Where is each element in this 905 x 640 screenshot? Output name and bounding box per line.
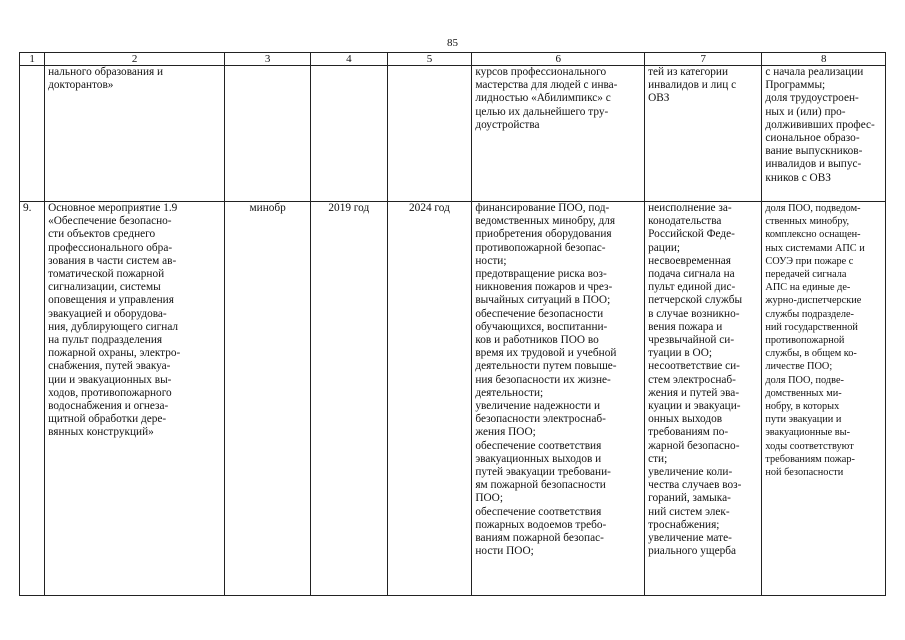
text-line: несвоевременная: [648, 254, 731, 267]
column-number: 8: [762, 53, 886, 66]
text-line: вычайных ситуаций в ПОО;: [475, 294, 611, 307]
text-line: конодательства: [648, 215, 722, 228]
text-line: обеспечение соответствия: [475, 505, 602, 518]
expected-result-cell: [472, 66, 645, 202]
text-line: жения и путей эва-: [648, 386, 740, 399]
text-line: домственных ми-: [765, 387, 842, 399]
text-line: никновения пожаров и чрез-: [475, 281, 613, 294]
row-number-cell: [20, 66, 45, 202]
text-line: ных системами АПС и: [765, 242, 865, 254]
text-line: сиональное образо-: [765, 132, 860, 145]
text-line: в случае возникно-: [648, 307, 740, 320]
text-line: снабжения, путей эвакуа-: [48, 360, 171, 373]
text-line: Российской Феде-: [648, 228, 735, 241]
text-line: СОУЭ при пожаре с: [765, 255, 854, 267]
text-line: увеличение надежности и: [475, 400, 601, 413]
text-line: «Обеспечение безопасно-: [48, 215, 172, 228]
text-line: обеспечение безопасности: [475, 307, 604, 320]
text-line: лидностью «Абилимпикс» с: [475, 92, 611, 105]
text-line: пожарной охраны, электро-: [48, 347, 181, 360]
text-line: водоснабжения и огнеза-: [48, 400, 169, 413]
text-line: передачей сигнала: [765, 269, 847, 281]
text-line: обучающихся, воспитанни-: [475, 320, 608, 333]
text-line: подача сигнала на: [648, 268, 735, 281]
indicators-cell: [762, 202, 886, 596]
text-line: ния, дублирующего сигнал: [48, 320, 179, 333]
text-line: ПОО;: [475, 492, 503, 505]
text-line: целью их дальнейшего тру-: [475, 105, 609, 118]
text-line: приобретения оборудования: [475, 228, 612, 241]
text-line: ния безопасности их жизне-: [475, 373, 611, 386]
text-line: щитной обработки дере-: [48, 413, 167, 426]
text-line: кников с ОВЗ: [765, 171, 831, 184]
text-line: доля ПОО, подве-: [765, 374, 844, 386]
column-number: 7: [645, 53, 762, 66]
expected-result-cell: [472, 202, 645, 596]
executor-cell: минобр: [225, 202, 311, 596]
text-line: требованиям пожар-: [765, 453, 855, 465]
activity-name-cell: [45, 66, 225, 202]
text-line: ности;: [475, 254, 507, 267]
text-line: троснабжения;: [648, 518, 720, 531]
text-line: гораний, замыка-: [648, 492, 731, 505]
text-line: службы, в общем ко-: [765, 348, 857, 360]
text-line: увеличение мате-: [648, 532, 732, 545]
column-number: 1: [20, 53, 45, 66]
text-line: ной безопасности: [765, 467, 844, 479]
text-line: несоответствие си-: [648, 360, 740, 373]
text-line: сигнализации, системы: [48, 281, 161, 294]
table-row: [20, 66, 886, 202]
text-line: доустройства: [475, 118, 540, 131]
text-line: Основное мероприятие 1.9: [48, 202, 178, 214]
text-line: ности ПОО;: [475, 545, 534, 558]
column-number: 5: [387, 53, 472, 66]
text-line: ведомственных минобру, для: [475, 215, 616, 228]
text-line: ям пожарной безопасности: [475, 479, 606, 492]
column-number: 4: [311, 53, 387, 66]
program-table: [19, 52, 886, 596]
text-line: нобру, в которых: [765, 401, 840, 413]
table-row: [20, 202, 886, 596]
text-line: комплексно оснащен-: [765, 229, 861, 241]
text-line: с начала реализации: [765, 66, 864, 78]
text-line: чества случаев воз-: [648, 479, 742, 492]
text-line: доля ПОО, подведом-: [765, 203, 861, 214]
text-line: неисполнение за-: [648, 202, 732, 214]
text-line: нального образования и: [48, 66, 164, 78]
text-line: ваниям пожарной безопас-: [475, 532, 604, 545]
start-year-cell: 2019 год: [311, 202, 387, 596]
text-line: вения пожара и: [648, 320, 723, 333]
text-line: ных и (или) про-: [765, 105, 846, 118]
text-line: сти;: [648, 452, 668, 465]
text-line: эвакуацией и оборудова-: [48, 307, 167, 320]
end-year-cell: [387, 66, 472, 202]
text-line: туации в ОО;: [648, 347, 712, 360]
text-line: ходов, противопожарного: [48, 386, 172, 399]
text-line: ков и работников ПОО во: [475, 334, 599, 347]
text-line: ции и эвакуационных вы-: [48, 373, 172, 386]
text-line: докторантов»: [48, 79, 114, 92]
text-line: АПС на единые де-: [765, 282, 851, 294]
text-line: вание выпускников-: [765, 145, 863, 158]
page-number: 85: [447, 37, 458, 49]
end-year-cell: 2024 год: [387, 202, 472, 596]
text-line: профессионального обра-: [48, 241, 173, 254]
consequences-cell: [645, 202, 762, 596]
text-line: оповещения и управления: [48, 294, 174, 307]
row-number-cell: 9.: [20, 202, 45, 596]
text-line: жения ПОО;: [475, 426, 536, 439]
text-line: курсов профессионального: [475, 66, 607, 78]
text-line: ОВЗ: [648, 92, 670, 105]
text-line: зования в части систем ав-: [48, 254, 177, 267]
text-line: инвалидов и выпус-: [765, 158, 862, 171]
text-line: противопожарной: [765, 335, 845, 347]
text-line: предотвращение риска воз-: [475, 268, 607, 281]
text-line: вянных конструкций»: [48, 426, 154, 439]
text-line: увеличение коли-: [648, 466, 733, 479]
column-number: 6: [472, 53, 645, 66]
text-line: ственных минобру,: [765, 216, 850, 228]
text-line: деятельности путем повыше-: [475, 360, 617, 373]
text-line: доля трудоустроен-: [765, 92, 859, 105]
text-line: финансирование ПОО, под-: [475, 202, 610, 214]
text-line: безопасности электроснаб-: [475, 413, 606, 426]
text-line: путей эвакуации требовани-: [475, 466, 611, 479]
text-line: должививших профес-: [765, 118, 875, 131]
text-line: пожарных водоемов требо-: [475, 518, 607, 531]
text-line: чрезвычайной си-: [648, 334, 735, 347]
text-line: личестве ПОО;: [765, 361, 833, 373]
text-line: службы подразделе-: [765, 308, 854, 320]
text-line: куации и эвакуаци-: [648, 400, 741, 413]
text-line: сти объектов среднего: [48, 228, 156, 241]
column-number-row: [20, 53, 886, 66]
text-line: Программы;: [765, 79, 826, 92]
column-number: 3: [225, 53, 311, 66]
text-line: риального ущерба: [648, 545, 736, 558]
text-line: время их трудовой и учебной: [475, 347, 617, 360]
text-line: эвакуационных выходов и: [475, 452, 602, 465]
text-line: противопожарной безопас-: [475, 241, 606, 254]
text-line: пульт единой дис-: [648, 281, 736, 294]
text-line: пути эвакуации и: [765, 414, 842, 426]
text-line: эвакуационные вы-: [765, 427, 851, 439]
text-line: ний систем элек-: [648, 505, 730, 518]
text-line: рации;: [648, 241, 681, 254]
text-line: петчерской службы: [648, 294, 743, 307]
text-line: томатической пожарной: [48, 268, 165, 281]
consequences-cell: [645, 66, 762, 202]
text-line: журно-диспетчерские: [765, 295, 862, 307]
text-line: инвалидов и лиц с: [648, 79, 737, 92]
text-line: онных выходов: [648, 413, 723, 426]
column-number: 2: [45, 53, 225, 66]
text-line: мастерства для людей с инва-: [475, 79, 618, 92]
text-line: ний государственной: [765, 321, 858, 333]
indicators-cell: [762, 66, 886, 202]
text-line: на пульт подразделения: [48, 334, 163, 347]
text-line: требованиям по-: [648, 426, 729, 439]
executor-cell: [225, 66, 311, 202]
start-year-cell: [311, 66, 387, 202]
text-line: стем электроснаб-: [648, 373, 736, 386]
text-line: жарной безопасно-: [648, 439, 740, 452]
text-line: ходы соответствуют: [765, 440, 854, 452]
activity-name-cell: [45, 202, 225, 596]
text-line: деятельности;: [475, 386, 544, 399]
text-line: обеспечение соответствия: [475, 439, 602, 452]
text-line: тей из категории: [648, 66, 728, 78]
